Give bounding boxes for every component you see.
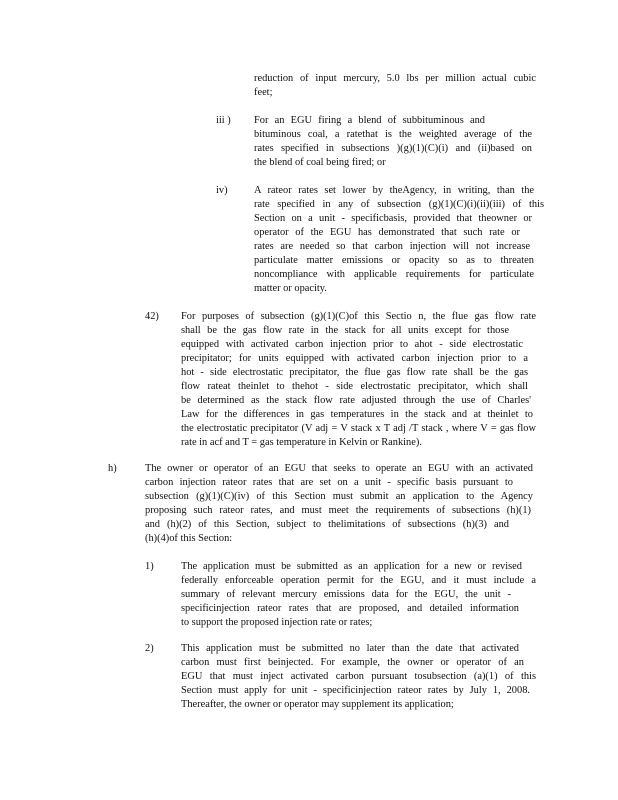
section-label-h: h)	[108, 463, 117, 474]
paragraph-line: subsection (g)(1)(C)(iv) of this Section must submit an application to the Agency	[145, 491, 533, 502]
item-4-paragraph	[181, 310, 536, 450]
paragraph-line: operator of the EGU has demonstrated that such rate or	[254, 227, 520, 238]
paragraph-line: For an EGU firing a blend of subbituminous and	[254, 115, 485, 126]
paragraph-line: summary of relevant mercury emissions data for the EGU, the unit -	[181, 589, 511, 600]
item-label-h1: 1)	[145, 561, 154, 572]
paragraph-line: proposing such rateor rates, and must meet the requirements of subsections (h)(1)	[145, 505, 531, 516]
paragraph-line: the blend of coal being fired; or	[254, 157, 386, 168]
paragraph-line: rates specified in subsections )(g)(1)(C)(i) and (ii)based on	[254, 143, 532, 154]
item-h1-paragraph	[181, 560, 536, 630]
paragraph-line: Section must apply for unit - specificinjection rateor rates by July 1, 2008.	[181, 685, 530, 696]
paragraph-line: Thereafter, the owner or operator may supplement its application;	[181, 699, 454, 710]
paragraph-line: and (h)(2) of this Section, subject to thelimitations of subsections (h)(3) and	[145, 519, 509, 530]
paragraph-line: A rateor rates set lower by theAgency, in writing, than the	[254, 185, 534, 196]
continuation-paragraph	[254, 72, 536, 100]
item-label-iv: iv)	[216, 185, 228, 196]
paragraph-line: particulate matter emissions or opacity so as to threaten	[254, 255, 534, 266]
paragraph-line: federally enforceable operation permit for the EGU, and it must include a	[181, 575, 536, 586]
paragraph-line: Section on a unit - specificbasis, provided that theowner or	[254, 213, 532, 224]
paragraph-line: specificinjection rateor rates that are proposed, and detailed information	[181, 603, 519, 614]
paragraph-line: hot - side electrostatic precipitator, the flue gas flow rate shall be the gas	[181, 367, 528, 378]
paragraph-line: carbon must first beinjected. For example, the owner or operator of an	[181, 657, 524, 668]
paragraph-line: The owner or operator of an EGU that seeks to operate an EGU with an activated	[145, 463, 533, 474]
item-label-4: 42)	[145, 311, 159, 322]
paragraph-line: noncompliance with applicable requirements for particulate	[254, 269, 534, 280]
paragraph-line: flow rateat theinlet to thehot - side electrostatic precipitator, which shall	[181, 381, 528, 392]
paragraph-line: rate in acf and T = gas temperature in Kelvin or Rankine).	[181, 437, 422, 448]
paragraph-line: Law for the differences in gas temperatures in the stack and at theinlet to	[181, 409, 533, 420]
paragraph-line: matter or opacity.	[254, 283, 327, 294]
item-iv-paragraph	[254, 184, 544, 296]
paragraph-line: shall be the gas flow rate in the stack for all units except for those	[181, 325, 509, 336]
item-label-iii: iii )	[216, 115, 231, 126]
paragraph-line: rate specified in any of subsection (g)(1)(C)(i)(ii)(iii) of this	[254, 199, 544, 210]
paragraph-line: the electrostatic precipitator (V adj = V stack x T adj /T stack , where V = gas flow	[181, 423, 536, 434]
paragraph-line: carbon injection rateor rates that are set on a unit - specific basis pursuant to	[145, 477, 513, 488]
paragraph-line: be determined as the stack flow rate adjusted through the use of Charles'	[181, 395, 531, 406]
paragraph-line: feet;	[254, 87, 273, 98]
paragraph-line: For purposes of subsection (g)(1)(C)of this Sectio n, the flue gas flow rate	[181, 311, 536, 322]
paragraph-line: reduction of input mercury, 5.0 lbs per million actual cubic	[254, 73, 536, 84]
paragraph-line: The application must be submitted as an application for a new or revised	[181, 561, 522, 572]
paragraph-line: This application must be submitted no later than the date that activated	[181, 643, 519, 654]
paragraph-line: EGU that must inject activated carbon pursuant tosubsection (a)(1) of this	[181, 671, 536, 682]
paragraph-line: bituminous coal, a ratethat is the weighted average of the	[254, 129, 532, 140]
paragraph-line: equipped with activated carbon injection prior to ahot - side electrostatic	[181, 339, 523, 350]
item-iii-paragraph	[254, 114, 532, 170]
section-h-paragraph	[145, 462, 533, 546]
paragraph-line: rates are needed so that carbon injection will not increase	[254, 241, 530, 252]
item-h2-paragraph	[181, 642, 536, 712]
paragraph-line: to support the proposed injection rate or rates;	[181, 617, 373, 628]
paragraph-line: (h)(4)of this Section:	[145, 533, 233, 544]
item-label-h2: 2)	[145, 643, 154, 654]
paragraph-line: precipitator; for units equipped with activated carbon injection prior to a	[181, 353, 528, 364]
